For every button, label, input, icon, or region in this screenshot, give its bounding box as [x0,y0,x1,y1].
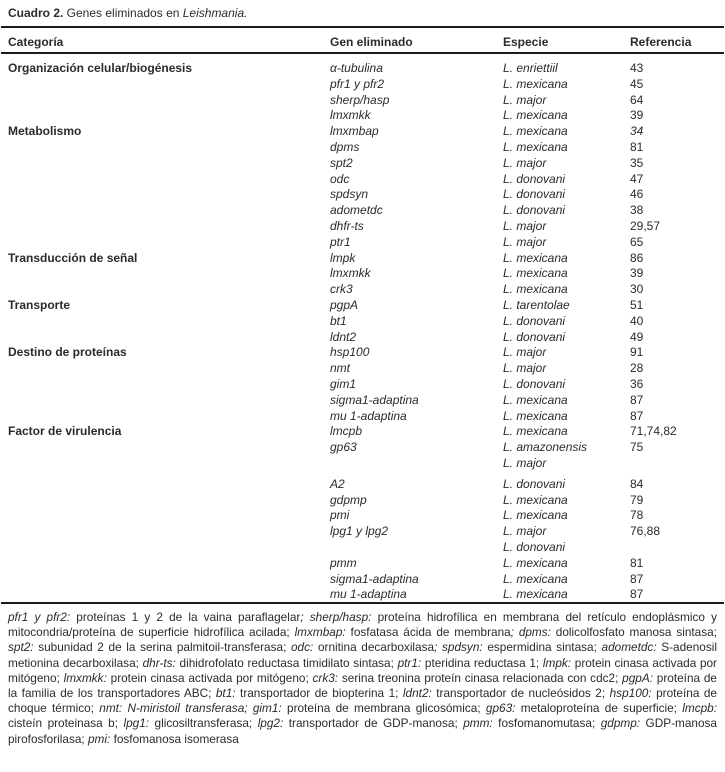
gene-cell: gim1 [330,376,357,391]
footnote-definition: GDP-manosa pirofosforilasa; [8,716,717,746]
reference-cell: 43 [630,61,644,75]
reference-cell: 91 [630,345,644,360]
footnote-definition: dolicolfosfato manosa sintasa; [550,625,717,640]
species-cell: L. enriettiil [503,61,558,75]
species-cell: L. donovani [503,187,566,202]
species-cell: L. donovani [503,329,566,344]
table-row [0,314,725,330]
category-cell: Factor de virulencia [8,424,122,439]
footnote-definition: protein cinasa activada por mitógeno; [8,655,717,685]
footnote [8,610,717,747]
species-cell: L. major [503,218,547,233]
species-cell: L. major [503,92,547,107]
gene-cell: pmi [330,508,350,523]
reference-cell: 46 [630,187,644,202]
footnote-definition: dihidrofolato reductasa timidilato sintasa; [175,655,398,670]
table-row [0,219,725,235]
gene-cell: adometdc [330,203,383,218]
gene-cell: crk3 [330,282,353,297]
footnote-gene-term: nmt: N-miristoil transferasa; [99,701,248,716]
table-row [0,298,725,314]
table-row [0,361,725,377]
reference-cell: 87 [630,408,644,423]
reference-cell: 36 [630,376,644,391]
species-cell: L. major [503,361,547,376]
gene-cell: dpms [330,139,360,154]
reference-cell: 78 [630,508,644,523]
species-cell: L. donovani [503,539,566,554]
species-cell: L. mexicana [503,76,568,91]
species-cell: L. mexicana [503,408,568,423]
species-cell: L. mexicana [503,282,568,297]
footnote-gene-term: odc: [291,640,314,655]
reference-cell: 29,57 [630,218,661,233]
gene-cell: mu 1-adaptina [330,408,407,423]
caption-genus: Leishmania. [182,6,248,20]
footnote-definition: proteínas 1 y 2 de la vaina paraflagelar [70,610,301,624]
table-row [0,235,725,251]
reference-cell: 35 [630,155,644,170]
species-cell: L. tarentolae [503,297,570,312]
footnote-definition: S-adenosil metionina decarboxilasa; [8,640,717,670]
gene-cell: α-tubulina [330,61,383,75]
footnote-definition: transportador de biopterina 1; [235,686,403,701]
footnote-gene-term: pfr1 y pfr2: [8,610,71,624]
footnote-definition: proteína de la familia de los transportadores ABC; [8,670,717,701]
header-gen-eliminado: Gen eliminado [330,35,413,49]
table-row [0,282,725,298]
gene-cell: A2 [330,476,345,491]
table-row [0,330,725,346]
reference-cell: 40 [630,313,644,328]
footnote-definition: fosfatasa ácida de membrana [345,625,511,640]
header-especie: Especie [503,35,549,49]
footnote-gene-term: pmi: [88,731,111,746]
table-row [0,93,725,109]
footnote-definition: proteína de choque térmico; [8,686,717,716]
table-row [0,251,725,267]
species-cell: L. mexicana [503,392,568,407]
table-row [0,587,725,603]
footnote-gene-term: pmm: [463,716,493,731]
reference-cell: 87 [630,587,644,602]
table-row [0,77,725,93]
gene-cell: spt2 [330,155,353,170]
reference-cell: 45 [630,76,644,91]
species-cell: L. donovani [503,203,566,218]
table-row [0,172,725,188]
gene-cell: sigma1-adaptina [330,571,419,586]
species-cell: L. mexicana [503,124,568,139]
reference-cell: 34 [630,124,644,139]
table-row [0,203,725,219]
species-cell: L. mexicana [503,266,568,281]
reference-cell: 79 [630,492,644,507]
table-row [0,124,725,140]
reference-cell: 75 [630,440,644,455]
species-cell: L. major [503,524,547,539]
table-row [0,140,725,156]
table-row [0,556,725,572]
reference-cell: 47 [630,171,644,186]
gene-cell: ldnt2 [330,329,357,344]
species-cell: L. mexicana [503,508,568,523]
species-cell: L. mexicana [503,555,568,570]
reference-cell: 86 [630,250,644,265]
caption-number: Cuadro 2. [8,6,64,20]
gene-cell: dhfr-ts [330,218,364,233]
category-cell: Metabolismo [8,124,82,139]
species-cell: L. major [503,345,547,360]
category-cell: Destino de proteínas [8,345,127,360]
footnote-definition: fosfomanosa isomerasa [110,731,239,746]
reference-cell: 65 [630,234,644,249]
category-cell: Organización celular/biogénesis [8,61,193,75]
reference-cell: 39 [630,266,644,281]
gene-cell: gp63 [330,440,357,455]
reference-cell: 87 [630,571,644,586]
gene-cell: pfr1 y pfr2 [330,76,385,91]
table-row [0,477,725,493]
footnote-gene-term: lmxmkk: [63,670,107,685]
footnote-gene-term: lmcpb: [682,701,717,716]
gene-cell: lmxmbap [330,124,379,139]
footnote-gene-term: dhr-ts: [142,655,176,670]
gene-cell: hsp100 [330,345,370,360]
rule-bottom [1,602,724,604]
species-cell: L. major [503,455,547,470]
footnote-definition: transportador de GDP-manosa; [283,716,464,731]
table-row [0,61,725,77]
table-row [0,572,725,588]
gene-cell: lpg1 y lpg2 [330,524,389,539]
reference-cell: 84 [630,476,644,491]
gene-cell: nmt [330,361,351,376]
table-header-row [0,35,725,51]
gene-cell: pmm [330,555,357,570]
category-cell: Transducción de señal [8,250,138,265]
species-cell: L. mexicana [503,139,568,154]
reference-cell: 28 [630,361,644,376]
caption-text: Genes eliminados en [63,6,183,20]
gene-cell: lmxmkk [330,266,371,281]
footnote-definition: fosfomanomutasa; [492,716,601,731]
reference-cell: 71,74,82 [630,424,677,439]
table-row [0,187,725,203]
category-cell: Transporte [8,297,71,312]
species-cell: L. donovani [503,376,566,391]
footnote-gene-term: lpg2: [257,716,284,731]
gene-cell: mu 1-adaptina [330,587,407,602]
footnote-gene-term: ; dpms: [510,625,551,640]
species-cell: L. mexicana [503,108,568,123]
species-cell: L. major [503,155,547,170]
footnote-gene-term: gim1: [252,701,282,716]
gene-cell: lmpk [330,250,356,265]
reference-cell: 81 [630,139,644,154]
table-row [0,493,725,509]
footnote-gene-term: ; sherp/hasp: [300,610,372,624]
table-caption [8,6,247,20]
table-row [0,345,725,361]
species-cell: L. mexicana [503,424,568,439]
table-body [0,61,725,603]
table-row [0,508,725,524]
gene-cell: sherp/hasp [330,92,390,107]
footnote-gene-term: crk3: [312,670,339,685]
footnote-definition: espermidina sintasa; [482,640,602,655]
footnote-gene-term: hsp100: [609,686,652,701]
footnote-gene-term: ldnt2: [402,686,432,701]
footnote-definition: transportador de nucleósidos 2; [431,686,610,701]
rule-top [1,26,724,28]
footnote-gene-term: lmpk: [542,655,572,670]
reference-cell: 81 [630,555,644,570]
table-row [0,424,725,440]
footnote-gene-term: adometdc: [601,640,657,655]
species-cell: L. donovani [503,313,566,328]
reference-cell: 51 [630,297,644,312]
species-cell: L. mexicana [503,571,568,586]
rule-header-bottom [1,52,724,54]
species-cell: L. major [503,234,547,249]
species-cell: L. mexicana [503,250,568,265]
reference-cell: 38 [630,203,644,218]
footnote-gene-term: ; spdsyn: [434,640,483,655]
species-cell: L. mexicana [503,492,568,507]
table-row [0,266,725,282]
table-row [0,156,725,172]
footnote-definition: metaloproteína de superficie; [515,701,683,716]
table-row [0,393,725,409]
footnote-definition: ornitina decarboxilasa [313,640,435,655]
reference-cell: 87 [630,392,644,407]
footnote-gene-term: gdpmp: [600,716,641,731]
footnote-definition: pteridina reductasa 1; [421,655,543,670]
gene-cell: odc [330,171,350,186]
species-cell: L. donovani [503,171,566,186]
reference-cell: 49 [630,329,644,344]
footnote-gene-term: lpg1: [123,716,150,731]
gene-cell: lmxmkk [330,108,371,123]
gene-cell: bt1 [330,313,347,328]
gene-cell: gdpmp [330,492,367,507]
table-row [0,524,725,556]
table-row [0,440,725,472]
footnote-definition: proteína hidrofílica en membrana del retículo endoplásmico y mitocondria/proteína de superficie hidrofílica acilada; [8,610,718,640]
species-cell: L. amazonensis [503,440,588,455]
gene-cell: sigma1-adaptina [330,392,419,407]
gene-cell: ptr1 [330,234,351,249]
species-cell: L. donovani [503,476,566,491]
species-cell: L. mexicana [503,587,568,602]
gene-cell: pgpA [330,297,359,312]
footnote-definition: glicosiltransferasa; [149,716,258,731]
footnote-definition: serina treonina proteín cinasa relacionada con cdc2; [338,670,623,685]
table-row [0,377,725,393]
footnote-gene-term: ptr1: [397,655,422,670]
reference-cell: 39 [630,108,644,123]
footnote-gene-term: spt2: [8,640,34,655]
gene-cell: lmcpb [330,424,363,439]
footnote-gene-term: gp63: [485,701,516,716]
reference-cell: 30 [630,282,644,297]
table-row [0,409,725,425]
footnote-definition: protein cinasa activada por mitógeno; [106,670,313,685]
table-row [0,108,725,124]
footnote-definition: subunidad 2 de la serina palmitoil-transferasa; [33,640,291,655]
gene-cell: spdsyn [330,187,369,202]
footnote-gene-term: lmxmbap: [294,625,346,640]
header-referencia: Referencia [630,35,692,49]
footnote-definition: cisteín proteinasa b; [8,716,124,731]
footnote-gene-term: pgpA: [622,670,654,685]
reference-cell: 76,88 [630,524,661,539]
footnote-definition: proteína de membrana glicosómica; [281,701,486,716]
reference-cell: 64 [630,92,644,107]
footnote-gene-term: bt1: [215,686,236,701]
header-categoria: Categoría [8,35,64,49]
